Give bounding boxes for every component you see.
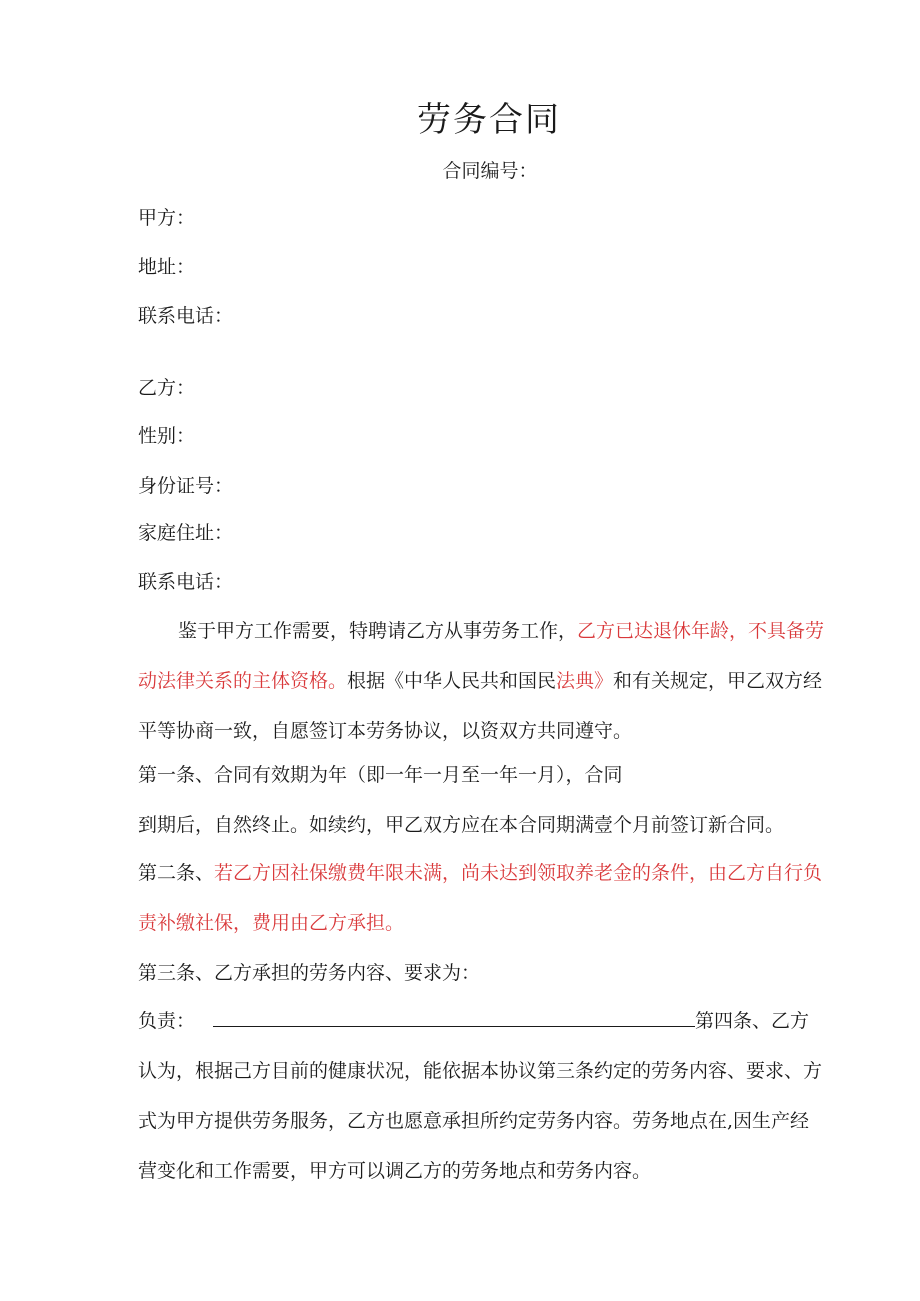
responsible-label: 负责： xyxy=(138,1010,196,1032)
party-b-home-address-label: 家庭住址： xyxy=(138,522,234,544)
intro-retirement-note: 乙方已达退休年龄，不具备劳动法律关系的主体资格。 xyxy=(138,620,825,692)
intro-text-3: 和有关规定，甲乙双方经平等协商一致，自愿签订本劳务协议，以资双方共同遵守。 xyxy=(138,670,823,742)
document-title: 劳务合同 xyxy=(417,100,561,140)
article-4-text: 第四条、乙方认为，根据己方目前的健康状况，能依据本协议第三条约定的劳务内容、要求、方式为甲方提供劳务服务，乙方也愿意承担所约定劳务内容。劳务地点在,因生产经营变化和工作需要，甲方可以调乙方的劳务地点和劳务内容。 xyxy=(138,1010,823,1182)
article-2-paragraph xyxy=(138,848,828,948)
article-1-line-2: 到期后，自然终止。如续约，甲乙双方应在本合同期满壹个月前签订新合同。 xyxy=(138,814,785,836)
party-a-phone-label: 联系电话： xyxy=(138,305,234,327)
party-b-label: 乙方： xyxy=(138,377,196,399)
party-b-gender-label: 性别： xyxy=(138,425,196,447)
article-1-line-1: 第一条、合同有效期为年（即一年一月至一年一月），合同 xyxy=(138,764,623,786)
article-2-social-security-note: 若乙方因社保缴费年限未满，尚未达到领取养老金的条件，由乙方自行负责补缴社保，费用由乙方承担。 xyxy=(138,862,823,934)
article-2-label: 第二条、 xyxy=(138,862,215,884)
intro-text-2: 根据《中华人民共和国民 xyxy=(347,670,557,692)
article-3-text: 第三条、乙方承担的劳务内容、要求为： xyxy=(138,962,481,984)
party-a-label: 甲方： xyxy=(138,207,196,229)
intro-paragraph xyxy=(138,606,828,756)
party-a-address-label: 地址： xyxy=(138,256,196,278)
intro-text-1: 鉴于甲方工作需要，特聘请乙方从事劳务工作， xyxy=(178,620,578,642)
intro-civil-code: 法典》 xyxy=(556,670,614,692)
party-b-phone-label: 联系电话： xyxy=(138,571,234,593)
party-b-id-label: 身份证号： xyxy=(138,475,234,497)
responsible-blank-line xyxy=(213,1006,695,1027)
contract-number-label: 合同编号： xyxy=(442,160,538,182)
article-4-paragraph xyxy=(138,996,828,1196)
